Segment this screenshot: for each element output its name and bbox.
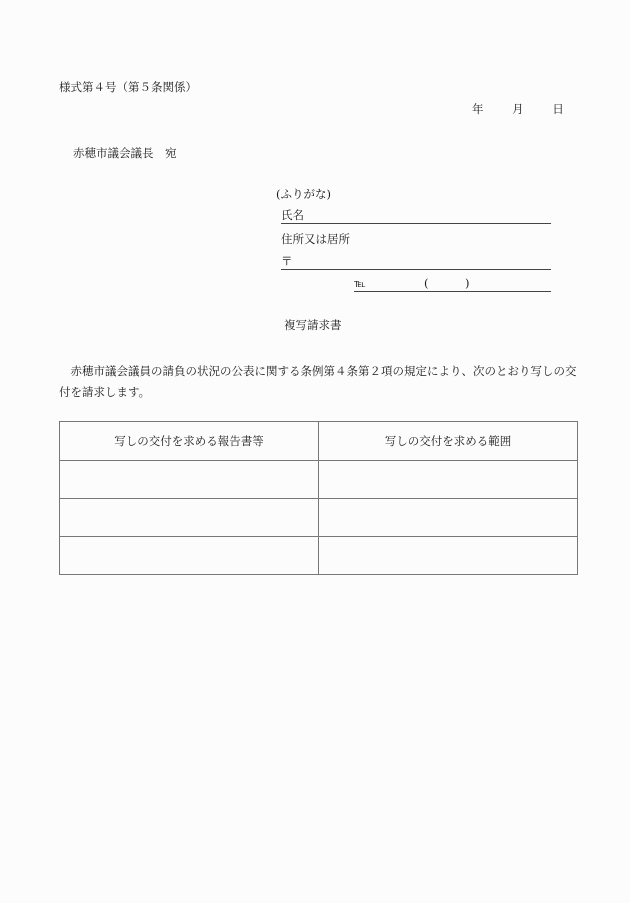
tel-paren-close: ) [465,276,470,290]
cell-scope[interactable] [319,537,578,575]
name-label: 氏名 [281,208,304,222]
table-row [60,499,578,537]
addressee: 赤穂市議会議長 宛 [73,146,177,160]
request-table [59,421,578,575]
cell-scope[interactable] [319,461,578,499]
date-month-label: 月 [512,102,524,116]
cell-documents[interactable] [60,461,319,499]
table-row [60,461,578,499]
body-text: 赤穂市議会議員の請負の状況の公表に関する条例第４条第２項の規定により、次のとおり写しの交付を請求します。 [59,364,577,399]
date-day-label: 日 [552,102,564,116]
date-year-label: 年 [472,102,484,116]
address-label: 住所又は居所 [281,232,350,246]
cell-scope[interactable] [319,499,578,537]
address-field-line[interactable] [281,269,551,270]
postal-mark: 〒 [281,254,293,268]
header-documents: 写しの交付を求める報告書等 [60,422,319,461]
name-field-line[interactable] [281,223,551,224]
document-title: 複写請求書 [284,318,342,332]
header-scope: 写しの交付を求める範囲 [319,422,578,461]
date-field [472,104,564,116]
table-row [60,537,578,575]
furigana-label: (ふりがな) [276,187,331,201]
cell-documents[interactable] [60,499,319,537]
form-number: 様式第４号（第５条関係） [59,80,197,94]
cell-documents[interactable] [60,537,319,575]
table-header-row [60,422,578,461]
tel-icon: ℡ [354,277,366,290]
tel-paren-open: ( [424,276,429,290]
tel-field-line[interactable] [354,291,551,292]
